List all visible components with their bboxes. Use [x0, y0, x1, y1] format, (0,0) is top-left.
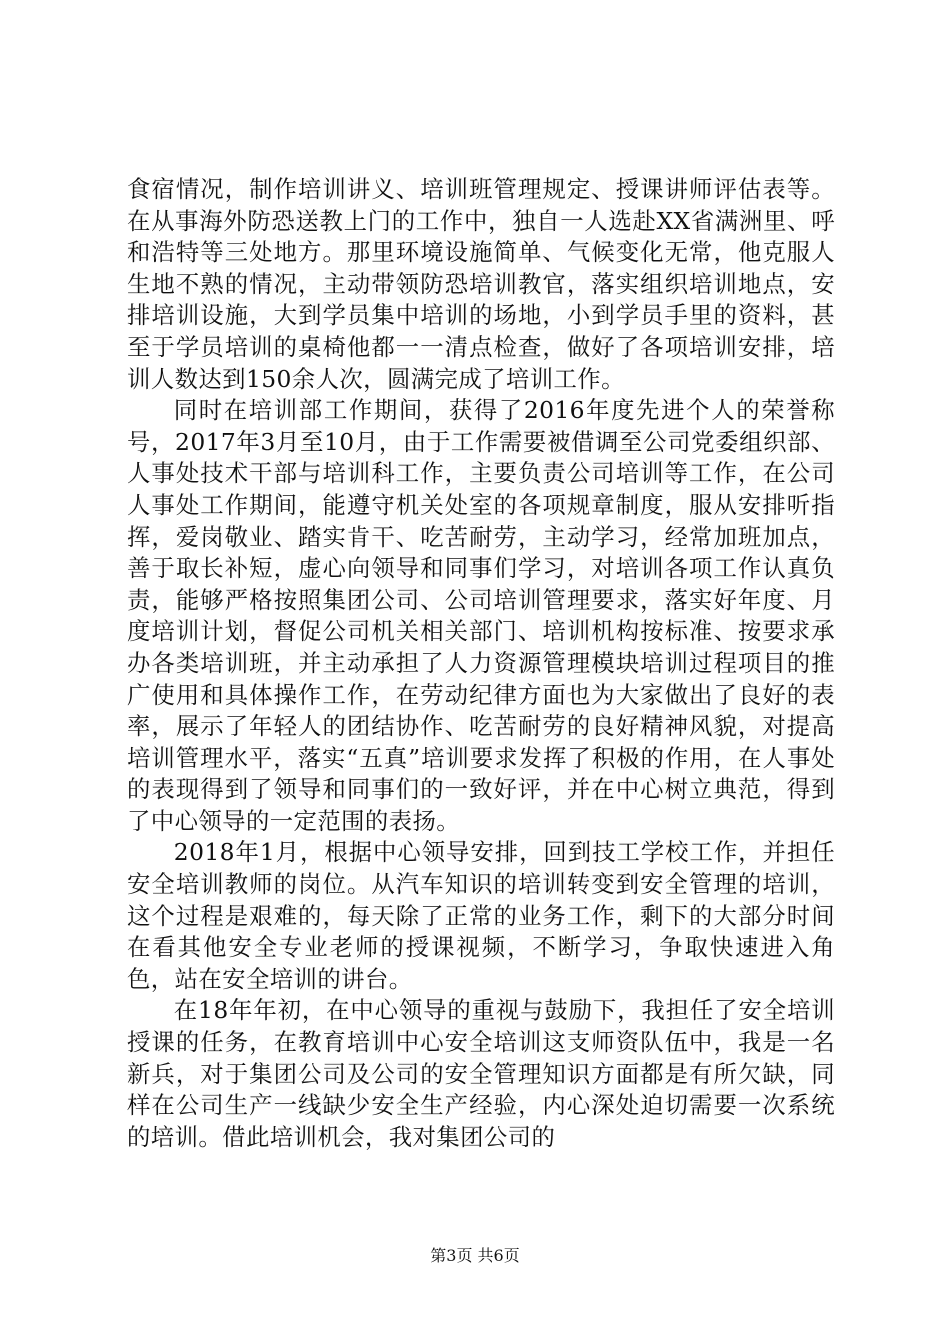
paragraph-4: 在18年年初，在中心领导的重视与鼓励下，我担任了安全培训授课的任务，在教育培训中心安全培训这支师资队伍中，我是一名新兵，对于集团公司及公司的安全管理知识方面都是有所欠缺，同样在公司生产一线缺少安全生产经验，内心深处迫切需要一次系统的培训。借此培训机会，我对集团公司的	[127, 996, 835, 1151]
paragraph-3: 2018年1月，根据中心领导安排，回到技工学校工作，并担任安全培训教师的岗位。从汽车知识的培训转变到安全管理的培训，这个过程是艰难的，每天除了正常的业务工作，剩下的大部分时间在看其他安全专业老师的授课视频，不断学习，争取快速进入角色，站在安全培训的讲台。	[127, 838, 835, 993]
page-number-footer: 第3页 共6页	[430, 1246, 520, 1265]
paragraph-2: 同时在培训部工作期间，获得了2016年度先进个人的荣誉称号，2017年3月至10月，由于工作需要被借调至公司党委组织部、人事处技术干部与培训科工作，主要负责公司培训等工作，在公司人事处工作期间，能遵守机关处室的各项规章制度，服从安排听指挥，爱岗敬业、踏实肯干、吃苦耐劳，主动学习，经常加班加点，善于取长补短，虚心向领导和同事们学习，对培训各项工作认真负责，能够严格按照集团公司、公司培训管理要求，落实好年度、月度培训计划，督促公司机关相关部门、培训机构按标准、按要求承办各类培训班，并主动承担了人力资源管理模块培训过程项目的推广使用和具体操作工作，在劳动纪律方面也为大家做出了良好的表率，展示了年轻人的团结协作、吃苦耐劳的良好精神风貌，对提高培训管理水平，落实“五真”培训要求发挥了积极的作用，在人事处的表现得到了领导和同事们的一致好评，并在中心树立典范，得到了中心领导的一定范围的表扬。	[127, 396, 835, 835]
document-body	[127, 174, 835, 1153]
paragraph-1: 食宿情况，制作培训讲义、培训班管理规定、授课讲师评估表等。在从事海外防恐送教上门的工作中，独自一人选赴XX省满洲里、呼和浩特等三处地方。那里环境设施简单、气候变化无常，他克服人生地不熟的情况，主动带领防恐培训教官，落实组织培训地点，安排培训设施，大到学员集中培训的场地，小到学员手里的资料，甚至于学员培训的桌椅他都一一清点检查，做好了各项培训安排，培训人数达到150余人次，圆满完成了培训工作。	[127, 175, 835, 393]
